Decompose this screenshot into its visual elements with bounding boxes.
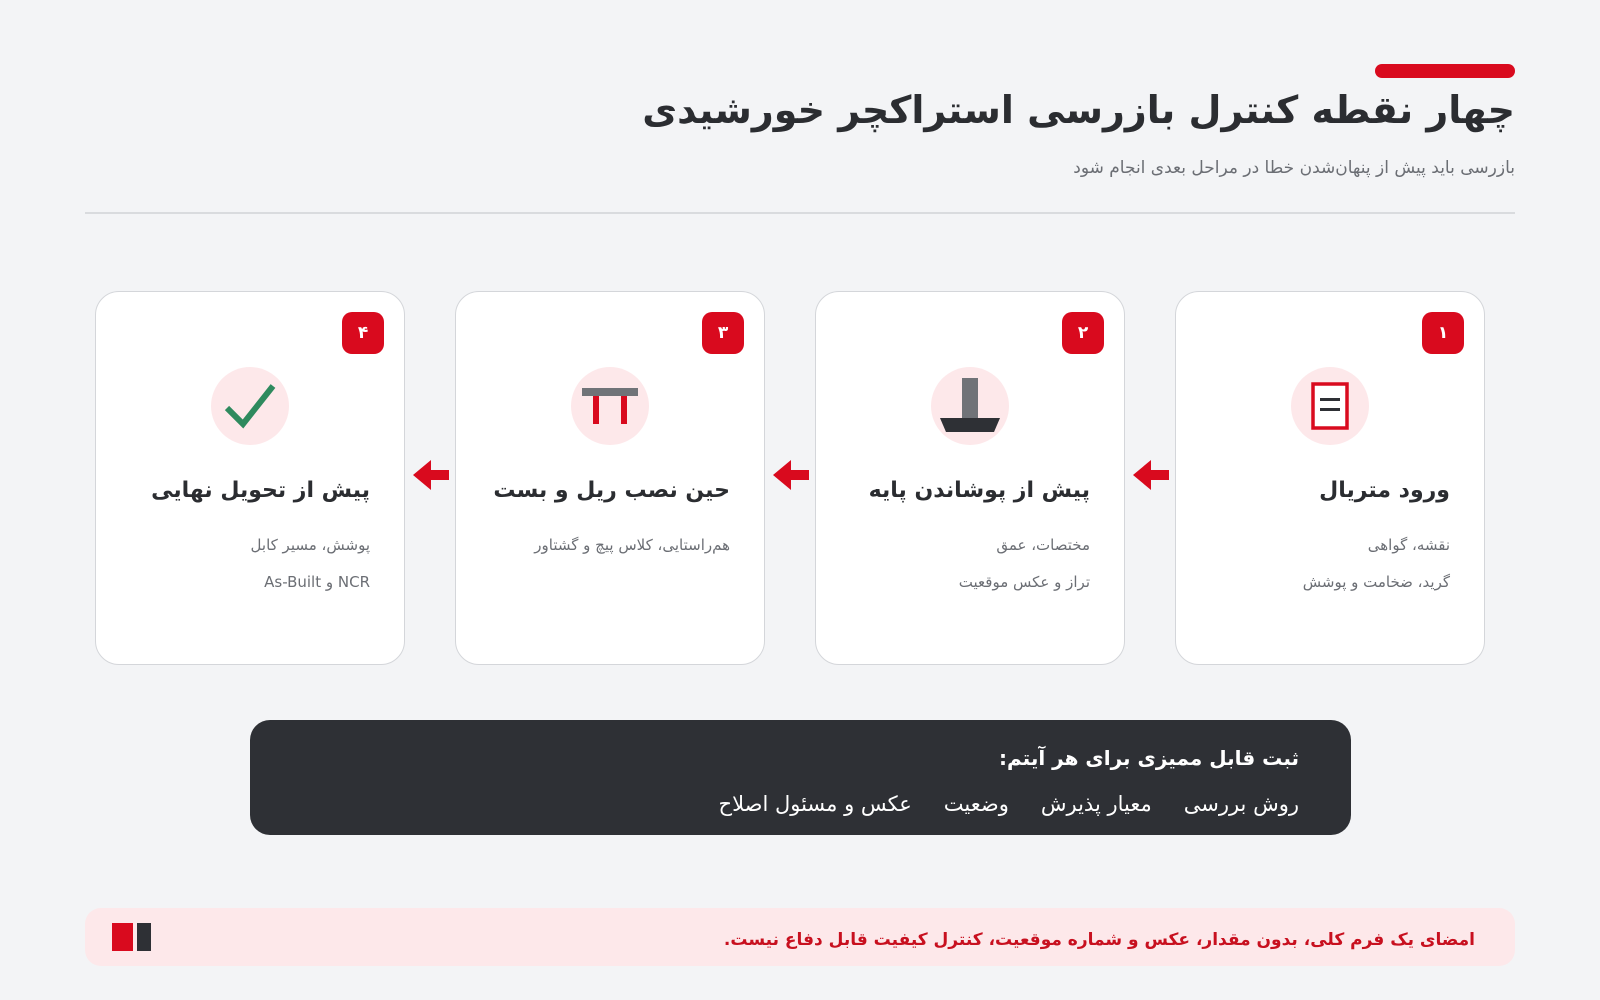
card-detail: هم‌راستایی، کلاس پیچ و گشتاور [534,536,730,554]
card-title: پیش از تحویل نهایی [151,478,370,503]
checkpoint-card-2 [815,291,1125,665]
panel-item: روش بررسی [1183,792,1299,816]
brand-mark-red-block [112,923,133,951]
brand-mark-dark-block [137,923,151,951]
card-title: پیش از پوشاندن پایه [868,478,1090,503]
page-subtitle: بازرسی باید پیش از پنهان‌شدن خطا در مراحل بعدی انجام شود [1073,158,1515,178]
flow-arrow-icon [1133,460,1169,490]
card-detail: نقشه، گواهی [1367,536,1450,554]
step-number-badge: ۴ [342,312,384,354]
checkpoint-card-1 [1175,291,1485,665]
icon-circle [931,367,1009,445]
warning-banner [85,908,1515,966]
flow-arrow-icon [773,460,809,490]
step-number-badge: ۳ [702,312,744,354]
panel-item: وضعیت [943,792,1009,816]
accent-bar [1375,64,1515,78]
card-detail: پوشش، مسیر کابل [250,536,370,554]
panel-item-list [719,792,1299,816]
icon-circle [571,367,649,445]
step-number-badge: ۲ [1062,312,1104,354]
flow-arrow-icon [413,460,449,490]
card-detail: گرید، ضخامت و پوشش [1302,573,1450,591]
page-title: چهار نقطه کنترل بازرسی استراکچر خورشیدی [642,88,1515,132]
warning-text: امضای یک فرم کلی، بدون مقدار، عکس و شماره موقعیت، کنترل کیفیت قابل دفاع نیست. [723,930,1475,950]
card-title: ورود متریال [1319,478,1450,503]
card-detail: تراز و عکس موقعیت [958,573,1090,591]
card-title: حین نصب ریل و بست [493,478,730,503]
card-detail: مختصات، عمق [996,536,1090,554]
icon-circle [1291,367,1369,445]
brand-mark-icon [112,923,154,951]
checkmark-icon [223,382,277,430]
panel-heading: ثبت قابل ممیزی برای هر آیتم: [998,746,1299,770]
card-detail: NCR و As-Built [264,573,370,591]
checkpoint-card-4 [95,291,405,665]
icon-circle [211,367,289,445]
checkpoint-card-3 [455,291,765,665]
header-divider [85,212,1515,214]
document-icon [1310,381,1350,431]
panel-item: عکس و مسئول اصلاح [718,792,912,816]
rail-mount-icon [581,386,639,426]
audit-record-panel [250,720,1351,835]
panel-item: معیار پذیرش [1040,792,1152,816]
foundation-pile-icon [937,378,1003,434]
step-number-badge: ۱ [1422,312,1464,354]
